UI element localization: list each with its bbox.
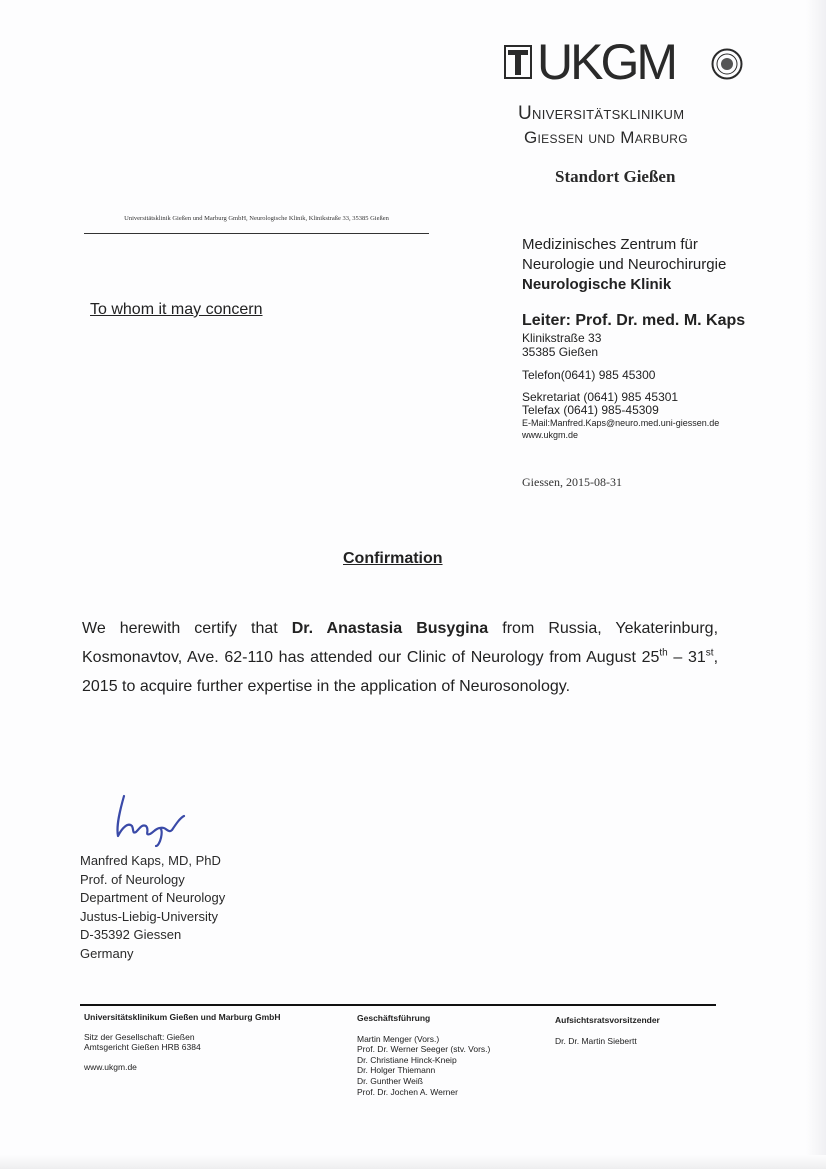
manager: Martin Menger (Vors.) [357, 1033, 440, 1044]
department-line1: Medizinisches Zentrum für [522, 236, 698, 253]
signer-university: Justus-Liebig-University [80, 908, 218, 924]
standort-label: Standort Gießen [555, 167, 676, 186]
telefon: Telefon(0641) 985 45300 [522, 368, 656, 382]
footer-supervisory-board [555, 1015, 660, 1046]
body-text-1: We herewith certify that [82, 620, 292, 637]
body-text-3: – 31 [667, 649, 706, 666]
manager: Dr. Holger Thiemann [357, 1065, 436, 1076]
website: www.ukgm.de [522, 430, 579, 440]
sekretariat: Sekretariat (0641) 985 45301 [522, 390, 679, 404]
contact-block [522, 391, 719, 441]
board-chair: Dr. Dr. Martin Siebertt [555, 1035, 637, 1046]
footer-management-heading: Geschäftsführung [357, 1013, 431, 1023]
scan-edge-bottom [0, 1155, 826, 1169]
person-name: Dr. Anastasia Busygina [291, 620, 489, 637]
body-text-2: from Russia, Yekaterinburg, Kosmonavtov, Ave. 62-110 has attended our Clinic of Neurology from August 25 [82, 620, 719, 666]
city: 35385 Gießen [522, 345, 599, 359]
footer-seat: Sitz der Gesellschaft: Gießen [84, 1031, 195, 1042]
signer-city: D-35392 Giessen [80, 927, 182, 943]
footer-register: Amtsgericht Gießen HRB 6384 [84, 1042, 201, 1053]
street: Klinikstraße 33 [522, 331, 602, 345]
footer-website: www.ukgm.de [84, 1061, 137, 1072]
manager: Dr. Gunther Weiß [357, 1075, 423, 1086]
letter-date: Giessen, 2015-08-31 [522, 475, 622, 489]
footer-divider [80, 1004, 716, 1006]
confirmation-body [82, 614, 718, 701]
ukgm-logo [503, 34, 748, 90]
superscript-th: th [659, 647, 668, 659]
signature-block [80, 852, 225, 964]
manager: Prof. Dr. Werner Seeger (stv. Vors.) [357, 1044, 491, 1055]
university-name-line1: Universitätsklinikum [518, 103, 685, 124]
university-seal-icon [711, 48, 743, 80]
footer-company [84, 1012, 280, 1072]
department-address [522, 331, 601, 359]
addressee: To whom it may concern [90, 301, 263, 318]
department-block [522, 235, 726, 295]
sender-divider [84, 233, 429, 234]
department-head: Leiter: Prof. Dr. med. M. Kaps [522, 312, 746, 329]
department-line3: Neurologische Klinik [522, 276, 672, 293]
confirmation-title: Confirmation [343, 550, 443, 567]
footer-board-heading: Aufsichtsratsvorsitzender [555, 1015, 660, 1025]
footer-company-heading: Universitätsklinikum Gießen und Marburg GmbH [84, 1012, 281, 1022]
email: E-Mail:Manfred.Kaps@neuro.med.uni-giessen.de [522, 418, 720, 428]
university-name-line2: Giessen und Marburg [524, 128, 688, 147]
signer-title: Prof. of Neurology [80, 871, 185, 887]
footer-management [357, 1013, 490, 1097]
signer-country: Germany [80, 945, 134, 961]
manager: Dr. Christiane Hinck-Kneip [357, 1054, 457, 1065]
scan-edge-right [806, 0, 826, 1169]
tau-cross-icon [503, 44, 533, 80]
signer-name: Manfred Kaps, MD, PhD [80, 853, 221, 868]
manager: Prof. Dr. Jochen A. Werner [357, 1086, 458, 1097]
logo-wordmark: UKGM [537, 34, 675, 90]
superscript-st: st [705, 647, 714, 659]
signer-department: Department of Neurology [80, 890, 226, 906]
telefax: Telefax (0641) 985-45309 [522, 403, 659, 417]
department-line2: Neurologie und Neurochirurgie [522, 256, 727, 273]
body-text-4: , 2015 to acquire further expertise in the application of Neurosonology. [82, 649, 719, 695]
handwritten-signature [110, 788, 200, 848]
sender-address-line: Universitätsklinik Gießen und Marburg GmbH, Neurologische Klinik, Klinikstraße 33, 35385 Gießen [124, 215, 389, 222]
